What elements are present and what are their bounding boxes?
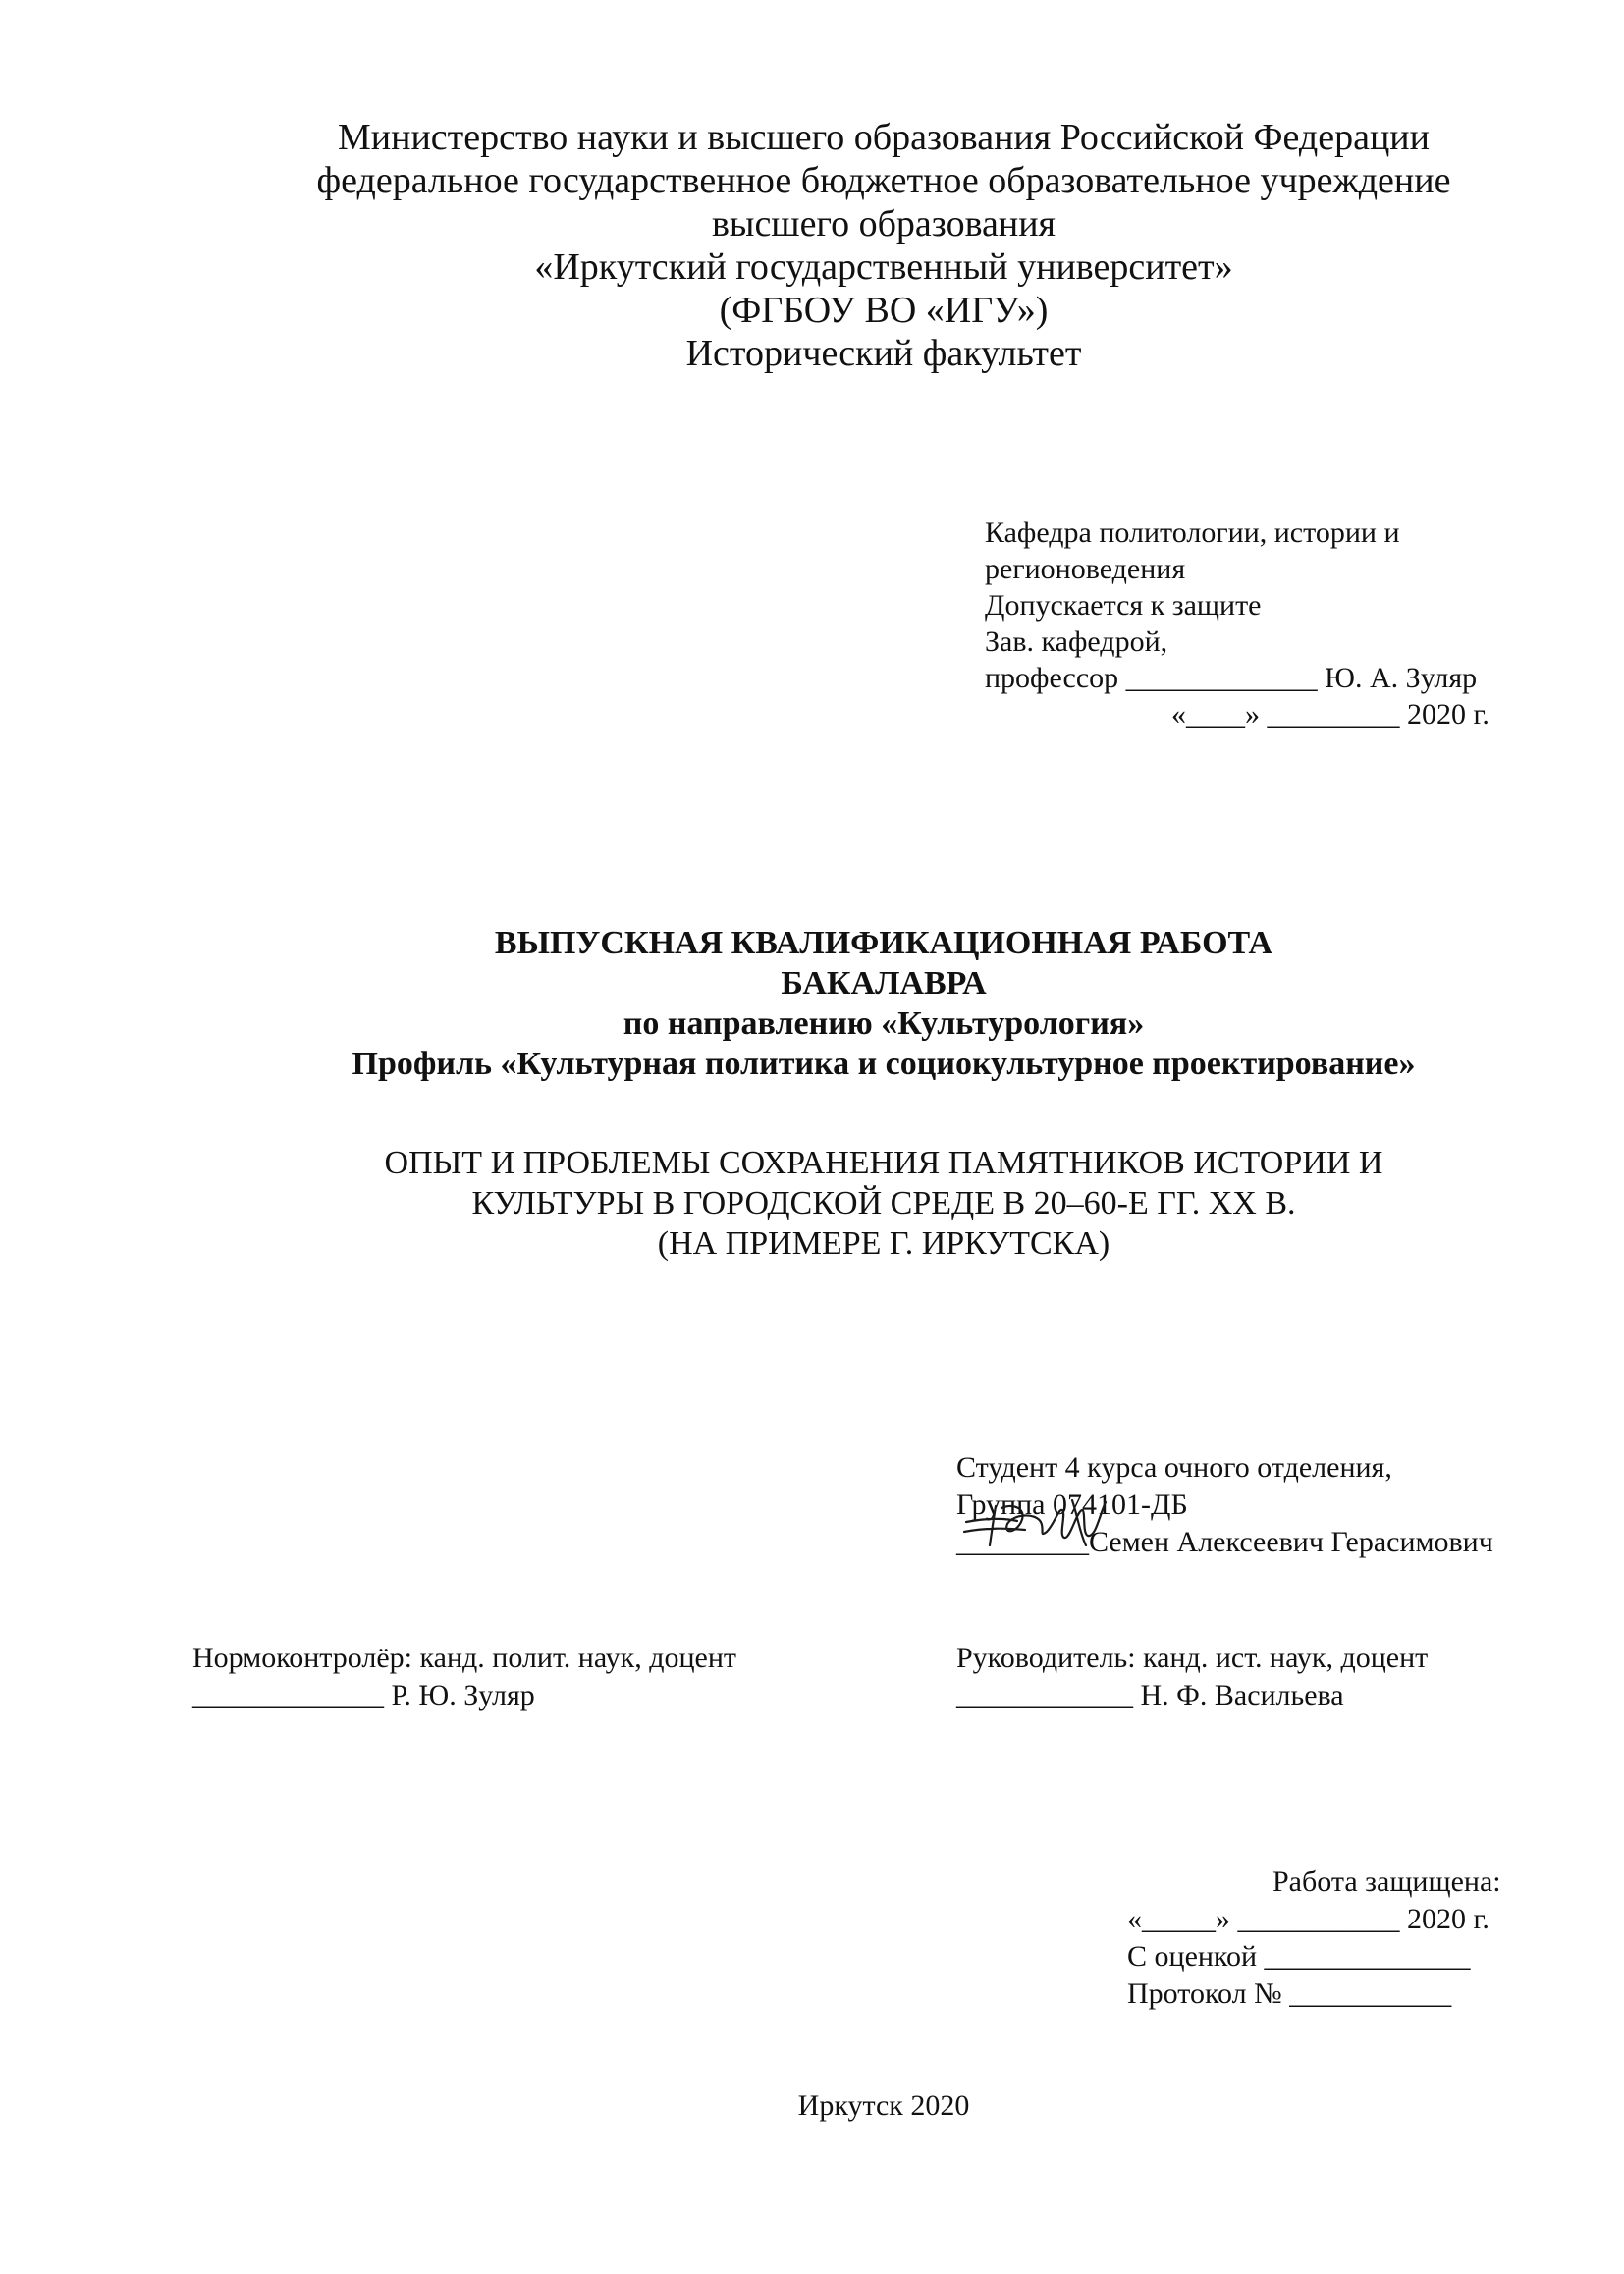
thesis-profile: Профиль «Культурная политика и социокультурное проектирование»: [352, 1046, 1416, 1082]
faculty-name: Исторический факультет: [685, 333, 1082, 374]
approval-block: [985, 514, 1489, 732]
student-group-line: Группа 074101-ДБ: [956, 1489, 1188, 1521]
institution-type-line: федеральное государственное бюджетное образовательное учреждение: [316, 160, 1451, 201]
title-page-header: [196, 116, 1571, 375]
thesis-title-line-1: ВЫПУСКНАЯ КВАЛИФИКАЦИОННАЯ РАБОТА: [494, 925, 1273, 961]
department-line-1: Кафедра политологии, истории и: [985, 516, 1400, 549]
normcontrol-sign-line: _____________ Р. Ю. Зуляр: [192, 1679, 535, 1711]
thesis-title-line-2: БАКАЛАВРА: [781, 965, 987, 1002]
defense-grade-line: С оценкой ______________: [1127, 1940, 1471, 1973]
university-abbreviation: (ФГБОУ ВО «ИГУ»): [719, 290, 1049, 331]
department-line-2: регионоведения: [985, 553, 1186, 585]
defense-block: [1127, 1864, 1501, 2013]
city-year: Иркутск 2020: [797, 2089, 970, 2122]
professor-sign-line: профессор _____________ Ю. А. Зуляр: [985, 662, 1478, 694]
approval-date-line: «____» _________ 2020 г.: [1171, 698, 1489, 731]
student-course-line: Студент 4 курса очного отделения,: [956, 1451, 1392, 1484]
student-signature-line: [956, 1524, 1493, 1561]
supervisor-sign-line: ____________ Н. Ф. Васильева: [956, 1679, 1344, 1711]
student-signature-blank: _________: [956, 1526, 1089, 1558]
thesis-topic-line-2: КУЛЬТУРЫ В ГОРОДСКОЙ СРЕДЕ В 20–60-Е ГГ. XX В.: [471, 1185, 1296, 1221]
normcontrol-block: [192, 1640, 736, 1714]
ministry-line: Министерство науки и высшего образования Российской Федерации: [338, 117, 1430, 158]
thesis-topic-block: [196, 1143, 1571, 1264]
student-name: Семен Алексеевич Герасимович: [1089, 1526, 1493, 1558]
thesis-topic-line-1: ОПЫТ И ПРОБЛЕМЫ СОХРАНЕНИЯ ПАМЯТНИКОВ ИСТОРИИ И: [384, 1145, 1383, 1181]
university-name: «Иркутский государственный университет»: [534, 246, 1233, 288]
defense-protocol-line: Протокол № ___________: [1127, 1977, 1452, 2010]
defense-status: Работа защищена:: [1272, 1866, 1501, 1898]
thesis-direction: по направлению «Культурология»: [623, 1005, 1145, 1042]
thesis-title-block: [196, 923, 1571, 1084]
normcontrol-label: Нормоконтролёр: канд. полит. наук, доцент: [192, 1642, 737, 1674]
thesis-topic-line-3: (НА ПРИМЕРЕ Г. ИРКУТСКА): [657, 1225, 1110, 1262]
handwritten-signature: [956, 1489, 1123, 1553]
supervisor-block: [956, 1640, 1428, 1714]
supervisor-label: Руководитель: канд. ист. наук, доцент: [956, 1642, 1429, 1674]
admitted-line: Допускается к защите: [985, 589, 1262, 622]
student-block: [956, 1449, 1493, 1561]
institution-level-line: высшего образования: [711, 203, 1056, 244]
defense-date-line: «_____» ___________ 2020 г.: [1127, 1903, 1489, 1935]
head-of-department-line: Зав. кафедрой,: [985, 625, 1168, 658]
